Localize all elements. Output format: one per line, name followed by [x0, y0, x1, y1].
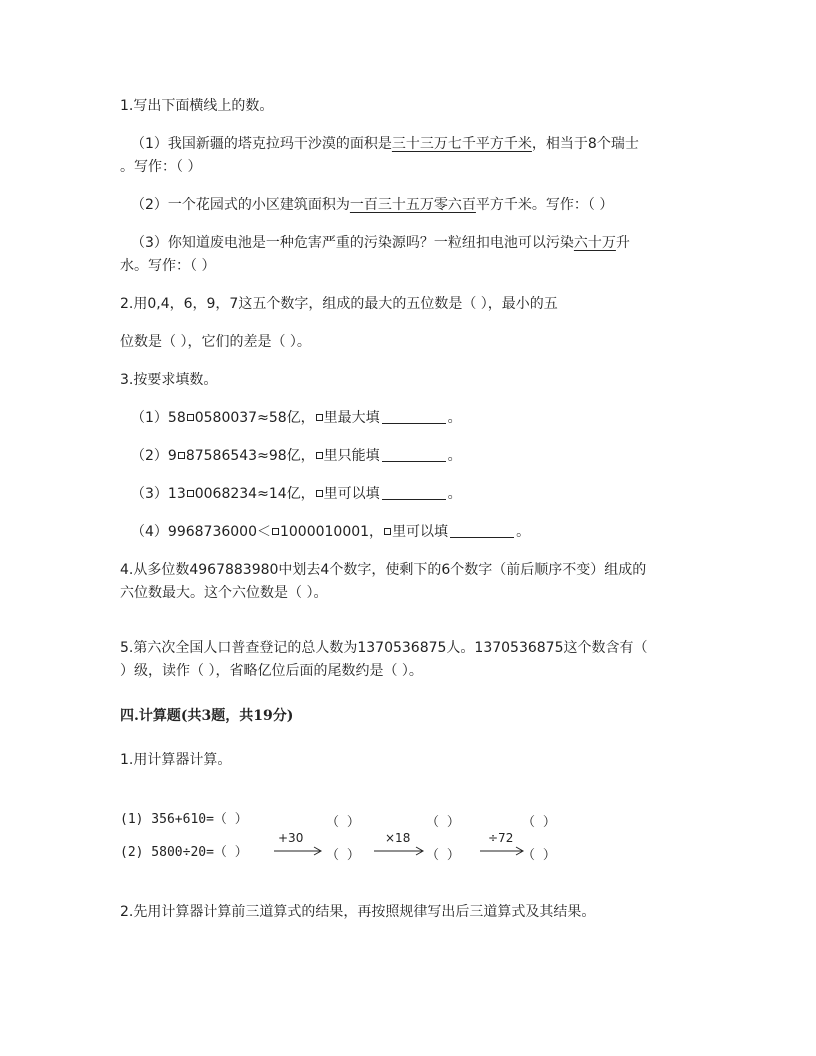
- answer-blank[interactable]: [382, 409, 446, 424]
- right-arrow-icon: [274, 845, 326, 859]
- q1-item3-pre: （3）你知道废电池是一种危害严重的污染源吗？一粒纽扣电池可以污染: [131, 235, 574, 251]
- q3-item2-post: 里只能填: [323, 448, 380, 464]
- q1-item3: [131, 233, 630, 253]
- q3-item3-post: 里可以填: [323, 486, 380, 502]
- calc-row2-label: (2) 5800÷20=（ ）: [120, 845, 248, 860]
- q3-item1-post: 里最大填: [323, 410, 380, 426]
- q2-line1: 2.用0,4，6，9，7这五个数字，组成的最大的五位数是（ ），最小的五: [120, 296, 558, 312]
- square-box-icon: [178, 452, 185, 459]
- q3-item1-mid: 0580037≈58亿，: [194, 410, 315, 426]
- answer-blank[interactable]: [450, 523, 514, 538]
- q4-line2: 六位数最大。这个六位数是（ ）。: [120, 585, 328, 601]
- square-box-icon: [187, 490, 194, 497]
- q1-item1-line2: 。写作：（ ）: [120, 159, 202, 175]
- answer-paren[interactable]: （ ）: [326, 848, 360, 863]
- calc-q2-line: 2.先用计算器计算前三道算式的结果，再按照规律写出后三道算式及其结果。: [120, 904, 596, 920]
- q3-item3: [131, 484, 462, 504]
- answer-paren[interactable]: （ ）: [326, 815, 360, 830]
- square-box-icon: [187, 414, 194, 421]
- q3-item1-end: 。: [447, 410, 462, 426]
- q1-item3-post: 升: [615, 235, 630, 251]
- q1-item2-underlined: 一百三十五万零六百: [349, 197, 476, 213]
- q3-item4-post: 里可以填: [392, 524, 449, 540]
- q3-item4: [131, 522, 530, 542]
- q3-item3-end: 。: [447, 486, 462, 502]
- right-arrow-icon: [480, 845, 528, 859]
- q1-item1-post: ，相当于8个瑞士: [531, 136, 639, 152]
- q3-item2: [131, 446, 462, 466]
- q3-item4-mid: 1000010001，: [279, 524, 384, 540]
- q3-item2-pre: （2）9: [131, 448, 177, 464]
- op2-label: ×18: [385, 831, 411, 845]
- q3-title: 3.按要求填数。: [120, 372, 218, 388]
- op3-label: ÷72: [488, 831, 514, 845]
- q2-line2: 位数是（ ），它们的差是（ ）。: [120, 334, 311, 350]
- answer-paren[interactable]: （ ）: [522, 815, 556, 830]
- q1-item3-line2: 水。写作：（ ）: [120, 258, 216, 274]
- right-arrow-icon: [374, 845, 428, 859]
- square-box-icon: [316, 414, 323, 421]
- q3-item3-mid: 0068234≈14亿，: [194, 486, 315, 502]
- square-box-icon: [384, 528, 391, 535]
- answer-paren[interactable]: （ ）: [522, 848, 556, 863]
- answer-paren[interactable]: （ ）: [426, 815, 460, 830]
- answer-blank[interactable]: [382, 447, 446, 462]
- q1-item2-pre: （2）一个花园式的小区建筑面积为: [131, 197, 350, 213]
- q1-item1-pre: （1）我国新疆的塔克拉玛干沙漠的面积是: [131, 136, 392, 152]
- calc-row1-label: (1) 356+610=（ ）: [120, 812, 248, 827]
- q1-title: 1.写出下面横线上的数。: [120, 98, 274, 114]
- square-box-icon: [316, 452, 323, 459]
- q3-item4-pre: （4）9968736000＜: [131, 524, 271, 540]
- q4-line1: 4.从多位数4967883980中划去4个数字，使剩下的6个数字（前后顺序不变）组成的: [120, 562, 647, 578]
- q1-item1: [131, 134, 639, 154]
- square-box-icon: [272, 528, 279, 535]
- q1-item2-post: 平方千米。写作：（ ）: [475, 197, 614, 213]
- op1-label: +30: [278, 831, 304, 845]
- q3-item4-end: 。: [516, 524, 531, 540]
- q5-line1: 5.第六次全国人口普查登记的总人数为1370536875人。1370536875这个数含有（: [120, 640, 648, 656]
- calc-title: 1.用计算器计算。: [120, 752, 232, 768]
- q3-item2-mid: 87586543≈98亿，: [185, 448, 315, 464]
- q1-item3-underlined: 六十万: [573, 235, 616, 251]
- answer-blank[interactable]: [382, 485, 446, 500]
- square-box-icon: [316, 490, 323, 497]
- answer-paren[interactable]: （ ）: [426, 848, 460, 863]
- q3-item1: [131, 408, 462, 428]
- section-heading: 四.计算题(共3题，共19分): [120, 708, 294, 724]
- q3-item3-pre: （3）13: [131, 486, 186, 502]
- q3-item2-end: 。: [447, 448, 462, 464]
- q3-item1-pre: （1）58: [131, 410, 186, 426]
- q5-line2: ）级，读作（ ），省略亿位后面的尾数约是（ ）。: [120, 663, 423, 679]
- q1-item1-underlined: 三十三万七千平方千米: [391, 136, 532, 152]
- q1-item2: [131, 195, 613, 215]
